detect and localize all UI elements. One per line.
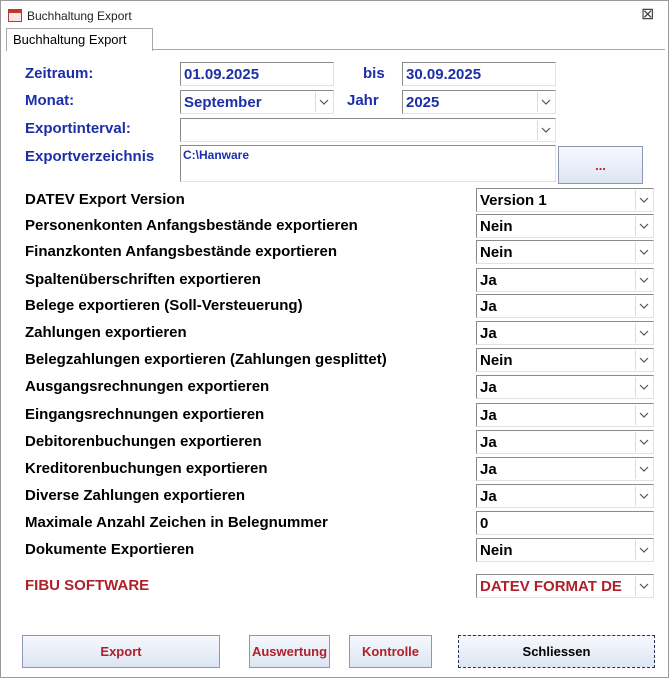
- fibu-software-select[interactable]: [476, 574, 654, 598]
- chevron-down-icon[interactable]: [315, 92, 332, 112]
- jahr-select[interactable]: [402, 90, 556, 114]
- option-value: Ja: [480, 461, 497, 478]
- option-value: Nein: [480, 542, 513, 559]
- monat-value: September: [184, 94, 262, 111]
- option-value: Nein: [480, 218, 513, 235]
- chevron-down-icon[interactable]: [537, 120, 554, 140]
- jahr-label: Jahr: [347, 92, 379, 109]
- option-value: Ja: [480, 488, 497, 505]
- option-label: Dokumente Exportieren: [25, 541, 195, 558]
- option-select[interactable]: [476, 321, 654, 345]
- option-value: Ja: [480, 407, 497, 424]
- option-select[interactable]: [476, 188, 654, 212]
- option-label: Diverse Zahlungen exportieren: [25, 487, 246, 504]
- option-text-field[interactable]: [476, 511, 654, 535]
- option-select[interactable]: [476, 403, 654, 427]
- chevron-down-icon[interactable]: [537, 92, 554, 112]
- zeitraum-from-value: 01.09.2025: [184, 66, 260, 83]
- app-form-icon: [8, 9, 22, 22]
- option-label: Eingangsrechnungen exportieren: [25, 406, 265, 423]
- option-label: Zahlungen exportieren: [25, 324, 187, 341]
- option-label: Ausgangsrechnungen exportieren: [25, 378, 270, 395]
- option-value: Ja: [480, 434, 497, 451]
- option-value: Ja: [480, 325, 497, 342]
- zeitraum-from-field[interactable]: [180, 62, 334, 86]
- chevron-down-icon[interactable]: [635, 350, 652, 370]
- option-value: Nein: [480, 244, 513, 261]
- auswertung-button[interactable]: Auswertung: [249, 635, 330, 668]
- fibu-software-label: FIBU SOFTWARE: [25, 577, 150, 594]
- zeitraum-to-value: 30.09.2025: [406, 66, 482, 83]
- chevron-down-icon[interactable]: [635, 432, 652, 452]
- chevron-down-icon[interactable]: [635, 270, 652, 290]
- export-button[interactable]: Export: [22, 635, 220, 668]
- zeitraum-label: Zeitraum:: [25, 65, 94, 82]
- exportinterval-label: Exportinterval:: [25, 120, 131, 137]
- chevron-down-icon[interactable]: [635, 486, 652, 506]
- chevron-down-icon[interactable]: [635, 540, 652, 560]
- option-select[interactable]: [476, 375, 654, 399]
- close-icon[interactable]: ⊠: [641, 6, 655, 23]
- option-value: Version 1: [480, 192, 547, 209]
- option-select[interactable]: [476, 538, 654, 562]
- fibu-software-value: DATEV FORMAT DE: [480, 578, 622, 595]
- exportverzeichnis-field[interactable]: [180, 145, 556, 182]
- option-select[interactable]: [476, 457, 654, 481]
- tab-label: Buchhaltung Export: [13, 32, 127, 47]
- kontrolle-button[interactable]: Kontrolle: [349, 635, 432, 668]
- option-label: Finanzkonten Anfangsbestände exportieren: [25, 243, 337, 260]
- option-label: Belege exportieren (Soll-Versteuerung): [25, 297, 303, 314]
- option-value: 0: [480, 515, 489, 532]
- option-select[interactable]: [476, 294, 654, 318]
- option-value: Nein: [480, 352, 513, 369]
- option-label: Belegzahlungen exportieren (Zahlungen gesplittet): [25, 351, 387, 368]
- option-value: Ja: [480, 298, 497, 315]
- exportverzeichnis-label: Exportverzeichnis: [25, 148, 155, 165]
- option-select[interactable]: [476, 240, 654, 264]
- chevron-down-icon[interactable]: [635, 377, 652, 397]
- browse-folder-button[interactable]: ...: [558, 146, 643, 184]
- exportverzeichnis-value: C:\Hanware: [183, 148, 250, 162]
- chevron-down-icon[interactable]: [635, 242, 652, 262]
- option-label: Debitorenbuchungen exportieren: [25, 433, 262, 450]
- chevron-down-icon[interactable]: [635, 405, 652, 425]
- option-value: Ja: [480, 379, 497, 396]
- option-select[interactable]: [476, 430, 654, 454]
- schliessen-button[interactable]: Schliessen: [458, 635, 655, 668]
- option-label: Maximale Anzahl Zeichen in Belegnummer: [25, 514, 328, 531]
- monat-select[interactable]: [180, 90, 334, 114]
- window-title: Buchhaltung Export: [27, 9, 132, 23]
- chevron-down-icon[interactable]: [635, 576, 652, 596]
- option-label: Personenkonten Anfangsbestände exportieren: [25, 217, 358, 234]
- tab-buchhaltung-export[interactable]: [6, 28, 153, 51]
- chevron-down-icon[interactable]: [635, 459, 652, 479]
- option-select[interactable]: [476, 214, 654, 238]
- title-bar: [1, 1, 668, 31]
- zeitraum-to-field[interactable]: [402, 62, 556, 86]
- chevron-down-icon[interactable]: [635, 216, 652, 236]
- chevron-down-icon[interactable]: [635, 190, 652, 210]
- option-select[interactable]: [476, 348, 654, 372]
- option-label: Kreditorenbuchungen exportieren: [25, 460, 268, 477]
- chevron-down-icon[interactable]: [635, 323, 652, 343]
- option-select[interactable]: [476, 268, 654, 292]
- option-select[interactable]: [476, 484, 654, 508]
- exportinterval-select[interactable]: [180, 118, 556, 142]
- option-label: Spaltenüberschriften exportieren: [25, 271, 261, 288]
- option-value: Ja: [480, 272, 497, 289]
- jahr-value: 2025: [406, 94, 440, 111]
- monat-label: Monat:: [25, 92, 75, 109]
- option-label: DATEV Export Version: [25, 191, 185, 208]
- chevron-down-icon[interactable]: [635, 296, 652, 316]
- bis-label: bis: [363, 65, 385, 82]
